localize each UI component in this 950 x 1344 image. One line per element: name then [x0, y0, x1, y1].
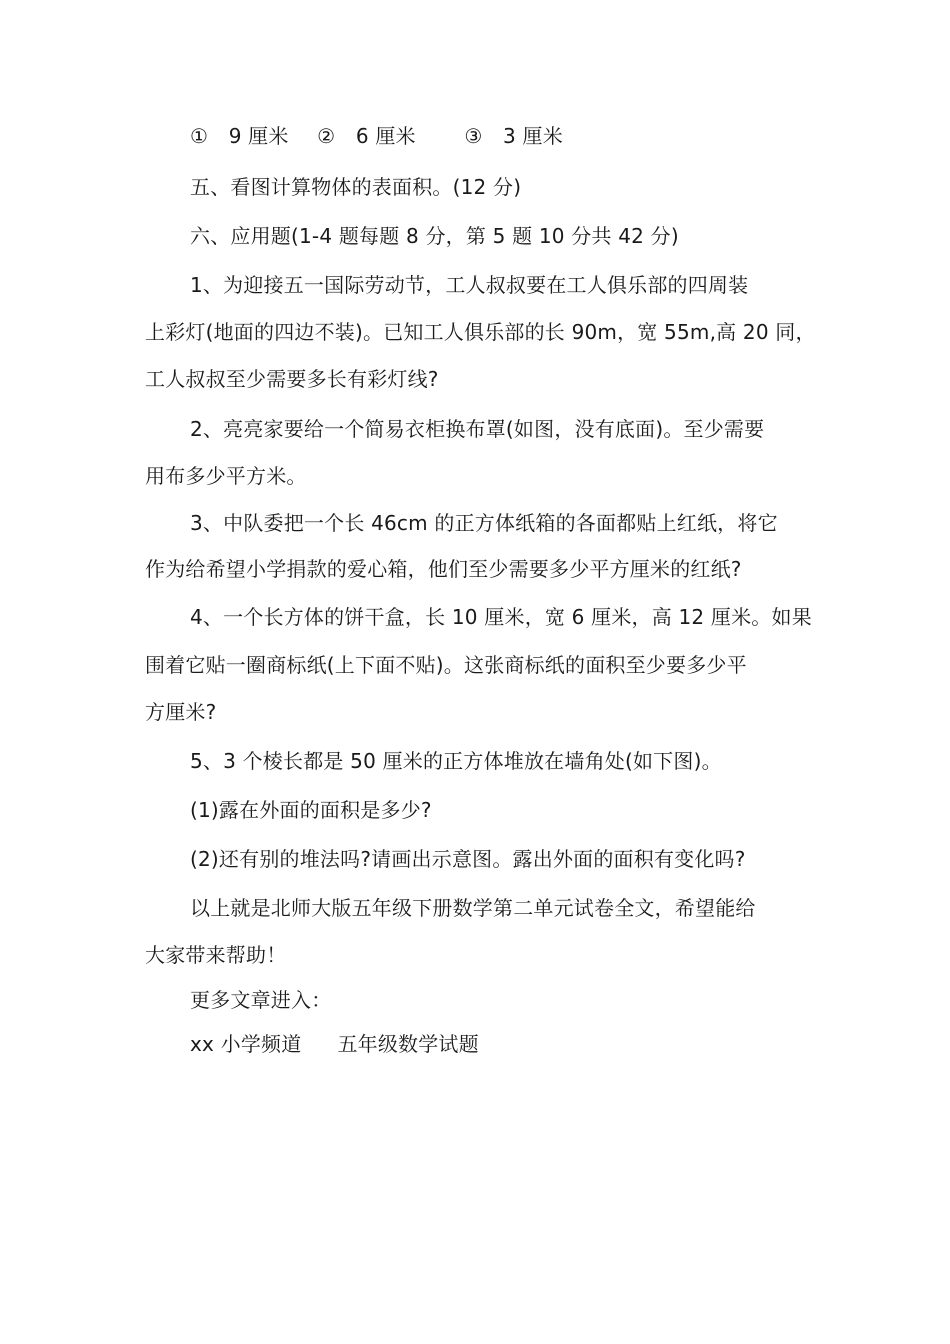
- question-2-line-2: 用布多少平方米。: [145, 464, 307, 488]
- question-1-line-2: 上彩灯(地面的四边不装)。已知工人俱乐部的长 90m，宽 55m,高 20 同，: [145, 320, 816, 344]
- option-3-mark: ③: [464, 124, 483, 148]
- question-4-line-2: 围着它贴一圈商标纸(上下面不贴)。这张商标纸的面积至少要多少平: [145, 653, 747, 677]
- option-2: [317, 124, 416, 148]
- question-3-line-1: 3、中队委把一个长 46cm 的正方体纸箱的各面都贴上红纸，将它: [190, 511, 778, 535]
- option-1: [190, 124, 289, 148]
- more-articles-label: 更多文章进入：: [190, 988, 332, 1012]
- section-5-heading: 五、看图计算物体的表面积。(12 分): [190, 175, 522, 199]
- link-primary-school-channel[interactable]: xx 小学频道: [190, 1032, 302, 1056]
- question-3-line-2: 作为给希望小学捐款的爱心箱，他们至少需要多少平方厘米的红纸?: [145, 557, 742, 581]
- question-5-stem: 5、3 个棱长都是 50 厘米的正方体堆放在墙角处(如下图)。: [190, 749, 722, 773]
- question-5-part-1: (1)露在外面的面积是多少?: [190, 798, 432, 822]
- section-6-heading: 六、应用题(1-4 题每题 8 分，第 5 题 10 分共 42 分): [190, 224, 679, 248]
- question-2-line-1: 2、亮亮家要给一个简易衣柜换布罩(如图，没有底面)。至少需要: [190, 417, 765, 441]
- related-links: [190, 1032, 479, 1056]
- option-1-text: 9 厘米: [228, 124, 289, 148]
- option-3: [464, 124, 563, 148]
- link-grade5-math-tests[interactable]: 五年级数学试题: [337, 1032, 479, 1056]
- option-1-mark: ①: [190, 124, 209, 148]
- question-1-line-1: 1、为迎接五一国际劳动节，工人叔叔要在工人俱乐部的四周装: [190, 273, 749, 297]
- option-3-text: 3 厘米: [503, 124, 563, 148]
- answer-options: [190, 124, 585, 148]
- question-5-part-2: (2)还有别的堆法吗?请画出示意图。露出外面的面积有变化吗?: [190, 847, 746, 871]
- question-4-line-1: 4、一个长方体的饼干盒，长 10 厘米，宽 6 厘米，高 12 厘米。如果: [190, 605, 812, 629]
- option-2-text: 6 厘米: [355, 124, 416, 148]
- closing-line-2: 大家带来帮助！: [145, 943, 287, 967]
- option-2-mark: ②: [317, 124, 336, 148]
- question-1-line-3: 工人叔叔至少需要多长有彩灯线?: [145, 367, 439, 391]
- question-4-line-3: 方厘米?: [145, 700, 217, 724]
- closing-line-1: 以上就是北师大版五年级下册数学第二单元试卷全文，希望能给: [190, 896, 756, 920]
